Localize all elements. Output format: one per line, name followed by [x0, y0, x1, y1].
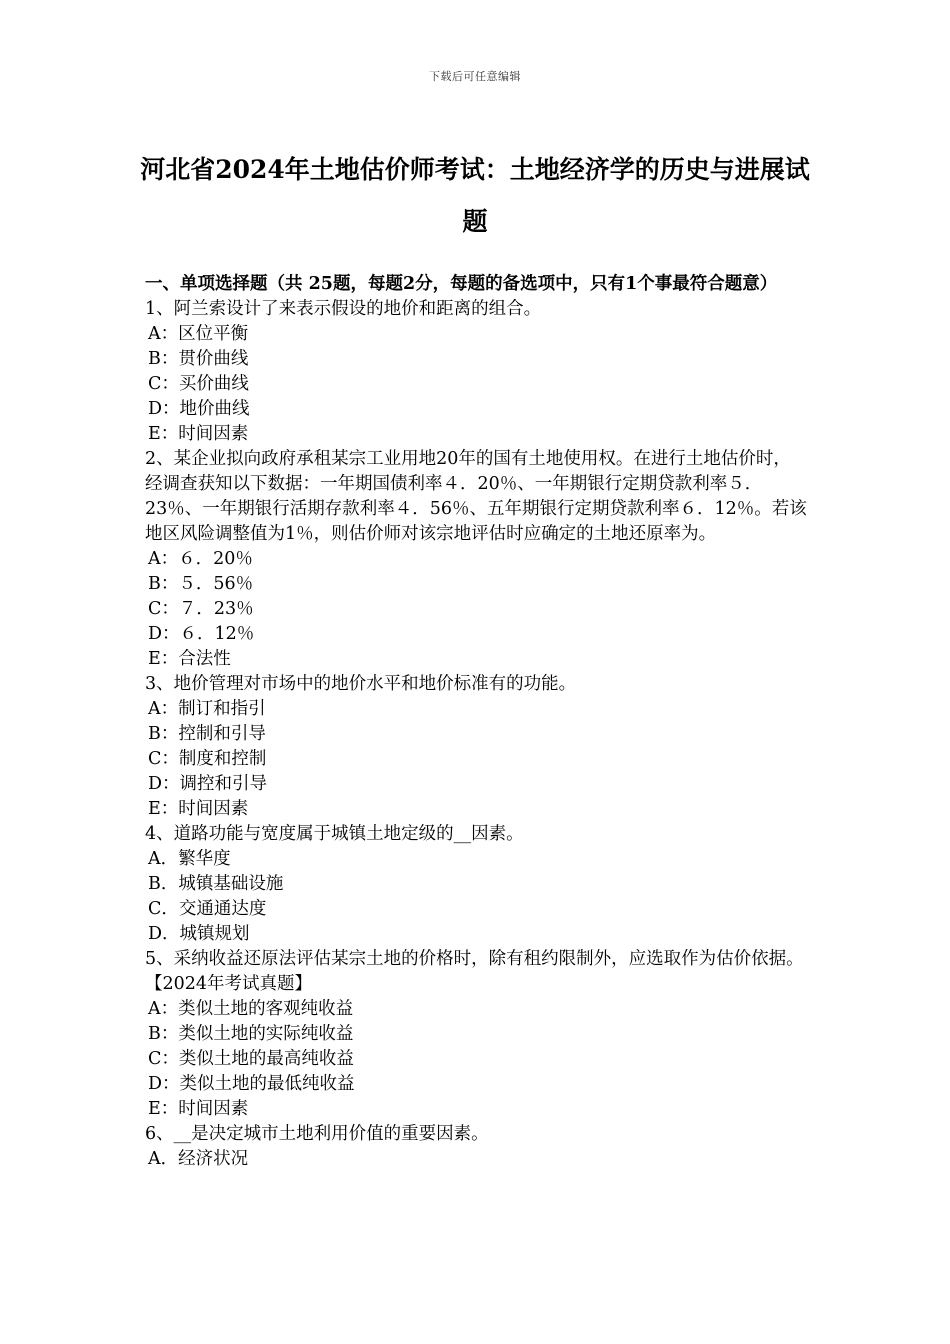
option-c: C：制度和控制: [148, 749, 267, 769]
option-a: A：６．20％: [148, 549, 253, 569]
option-d: D：类似土地的最低纯收益: [148, 1074, 355, 1094]
question-3: [145, 672, 807, 822]
question-text: 1、阿兰索设计了来表示假设的地价和距离的组合。: [145, 299, 542, 319]
option-a: A：类似土地的客观纯收益: [148, 999, 354, 1019]
option-b: B．城镇基础设施: [148, 874, 284, 894]
question-text: 2、某企业拟向政府承租某宗工业用地20年的国有土地使用权。在进行土地估价时，经调查获知以下数据：一年期国债利率４．20％、一年期银行定期贷款利率５．23％、一年期银行活期存款利率４．56％、五年期银行定期贷款利率６．12％。若该地区风险调整值为1％，则估价师对该宗地评估时应确定的土地还原率为。: [145, 449, 807, 544]
header-note: 下载后可任意编辑: [429, 70, 521, 83]
option-b: B：贯价曲线: [148, 349, 249, 369]
option-d: D：地价曲线: [148, 399, 250, 419]
document-title: 河北省2024年土地估价师考试：土地经济学的历史与进展试题: [140, 155, 810, 236]
question-text: 6、__是决定城市土地利用价值的重要因素。: [145, 1124, 489, 1144]
question-text: 4、道路功能与宽度属于城镇土地定级的__因素。: [145, 824, 524, 844]
option-d: D：６．12％: [148, 624, 255, 644]
question-6: [145, 1122, 807, 1172]
option-c: C：７．23％: [148, 599, 254, 619]
option-c: C．交通通达度: [148, 899, 267, 919]
question-5: [145, 947, 807, 1122]
option-a: A：制订和指引: [148, 699, 266, 719]
question-1: [145, 297, 807, 447]
option-c: C：买价曲线: [148, 374, 249, 394]
option-d: D：调控和引导: [148, 774, 268, 794]
question-text: 3、地价管理对市场中的地价水平和地价标准有的功能。: [145, 674, 577, 694]
option-a: A．经济状况: [148, 1149, 249, 1169]
option-d: D．城镇规划: [148, 924, 250, 944]
option-b: B：控制和引导: [148, 724, 266, 744]
option-a: A．繁华度: [148, 849, 231, 869]
option-e: E：时间因素: [148, 799, 249, 819]
document-content: [145, 272, 807, 1172]
option-b: B：５．56％: [148, 574, 254, 594]
option-b: B：类似土地的实际纯收益: [148, 1024, 354, 1044]
option-e: E：合法性: [148, 649, 231, 669]
question-2: [145, 447, 807, 672]
option-a: A：区位平衡: [148, 324, 249, 344]
option-e: E：时间因素: [148, 424, 249, 444]
question-text: 5、采纳收益还原法评估某宗土地的价格时，除有租约限制外，应选取作为估价依据。【2024年考试真题】: [145, 949, 804, 994]
option-e: E：时间因素: [148, 1099, 249, 1119]
question-4: [145, 822, 807, 947]
option-c: C：类似土地的最高纯收益: [148, 1049, 354, 1069]
section-heading: 一、单项选择题（共 25题，每题2分，每题的备选项中，只有1个事最符合题意）: [145, 274, 778, 294]
